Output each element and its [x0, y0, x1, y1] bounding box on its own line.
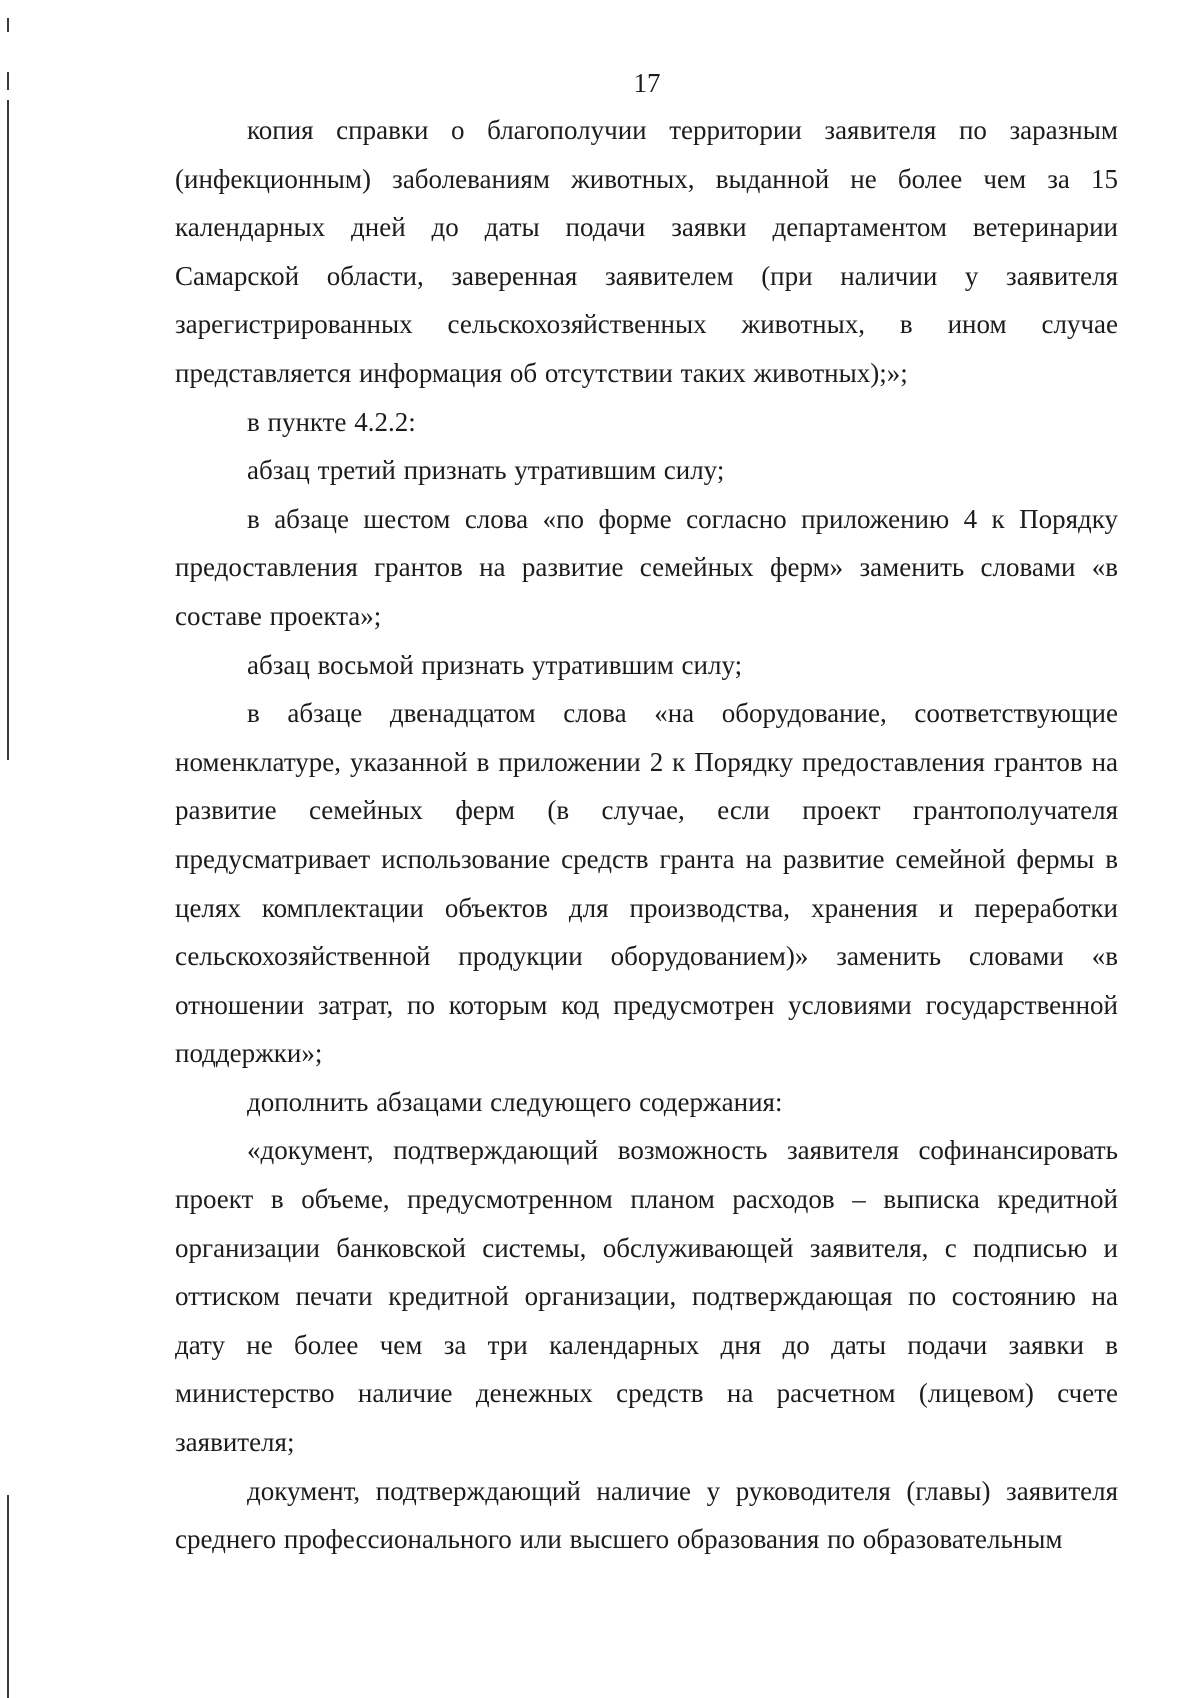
paragraph: в абзаце двенадцатом слова «на оборудование, соответствующие номенклатуре, указанной в приложении 2 к Порядку предоставления грантов на развитие семейных ферм (в случае, если проект грантополучателя предусматривает использование средств гранта на развитие семейной фермы в целях комплектации объектов для производства, хранения и переработки сельскохозяйственной продукции оборудованием)» заменить словами «в отношении затрат, по которым код предусмотрен условиями государственной поддержки»;	[175, 698, 1118, 1069]
page-number: 17	[633, 68, 661, 98]
paragraph: дополнить абзацами следующего содержания:	[247, 1086, 783, 1117]
paragraph: «документ, подтверждающий возможность заявителя софинансировать проект в объеме, предусмотренном планом расходов – выписка кредитной организации банковской системы, обслуживающей заявителя, с подписью и оттиском печати кредитной организации, подтверждающая по состоянию на дату не более чем за три календарных дня до даты подачи заявки в министерство наличие денежных средств на расчетном (лицевом) счете заявителя;	[175, 1135, 1118, 1458]
paragraph: документ, подтверждающий наличие у руководителя (главы) заявителя среднего профессионального или высшего образования по образовательным	[175, 1475, 1118, 1555]
scan-edge-mark	[7, 1495, 9, 1698]
paragraph: абзац восьмой признать утратившим силу;	[247, 649, 743, 680]
paragraph: в пункте 4.2.2:	[247, 406, 416, 437]
scan-edge-mark	[7, 100, 9, 760]
scan-edge-mark	[7, 72, 9, 90]
paragraph: абзац третий признать утратившим силу;	[247, 455, 725, 486]
paragraph: копия справки о благополучии территории заявителя по заразным (инфекционным) заболеваниям животных, выданной не более чем за 15 календарных дней до даты подачи заявки департаментом ветеринарии Самарской области, заверенная заявителем (при наличии у заявителя зарегистрированных сельскохозяйственных животных, в ином случае представляется информация об отсутствии таких животных);»;	[175, 115, 1118, 388]
document-body	[175, 106, 1118, 1564]
paragraph: в абзаце шестом слова «по форме согласно приложению 4 к Порядку предоставления грантов на развитие семейных ферм» заменить словами «в составе проекта»;	[175, 503, 1118, 631]
scan-edge-mark	[7, 18, 9, 32]
